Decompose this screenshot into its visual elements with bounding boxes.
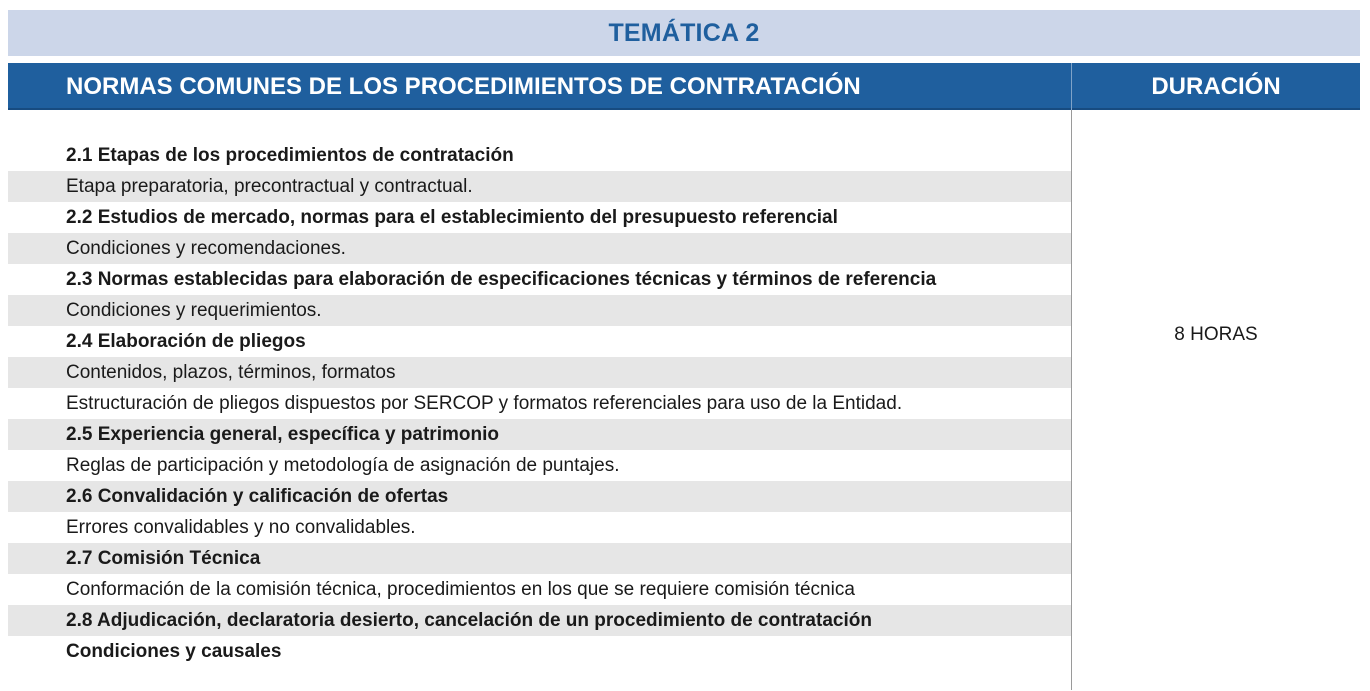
topic-heading: 2.3 Normas establecidas para elaboración de especificaciones técnicas y términos de referencia (66, 268, 937, 290)
topic-heading: 2.6 Convalidación y calificación de ofertas (8, 481, 1071, 512)
tematica-banner (8, 10, 1360, 56)
topic-description: Conformación de la comisión técnica, procedimientos en los que se requiere comisión técnica (66, 578, 855, 600)
topic-description: Estructuración de pliegos dispuestos por SERCOP y formatos referenciales para uso de la Entidad. (66, 392, 903, 414)
topic-description: Etapa preparatoria, precontractual y contractual. (8, 171, 1071, 202)
topic-heading: 2.4 Elaboración de pliegos (66, 330, 306, 352)
topic-heading: 2.1 Etapas de los procedimientos de contratación (66, 144, 514, 166)
topic-heading: 2.2 Estudios de mercado, normas para el establecimiento del presupuesto referencial (66, 206, 838, 228)
topic-heading: 2.8 Adjudicación, declaratoria desierto, cancelación de un procedimiento de contratación (8, 605, 1071, 636)
topic-description: Condiciones y recomendaciones. (8, 233, 1071, 264)
duration-value: 8 HORAS (1174, 324, 1258, 345)
tematica-title: TEMÁTICA 2 (608, 18, 760, 47)
topics-list (8, 140, 1071, 667)
topic-description: Contenidos, plazos, términos, formatos (8, 357, 1071, 388)
topic-heading: 2.7 Comisión Técnica (8, 543, 1071, 574)
topic-description: Condiciones y requerimientos. (8, 295, 1071, 326)
topic-heading: Condiciones y causales (66, 640, 282, 662)
header-duration-title: DURACIÓN (1151, 72, 1281, 100)
topic-description: Reglas de participación y metodología de asignación de puntajes. (66, 454, 620, 476)
topic-heading: 2.5 Experiencia general, específica y patrimonio (8, 419, 1071, 450)
table-header (8, 63, 1360, 110)
column-divider (1071, 110, 1072, 690)
topic-description: Errores convalidables y no convalidables. (66, 516, 416, 538)
header-title: NORMAS COMUNES DE LOS PROCEDIMIENTOS DE CONTRATACIÓN (66, 72, 861, 100)
